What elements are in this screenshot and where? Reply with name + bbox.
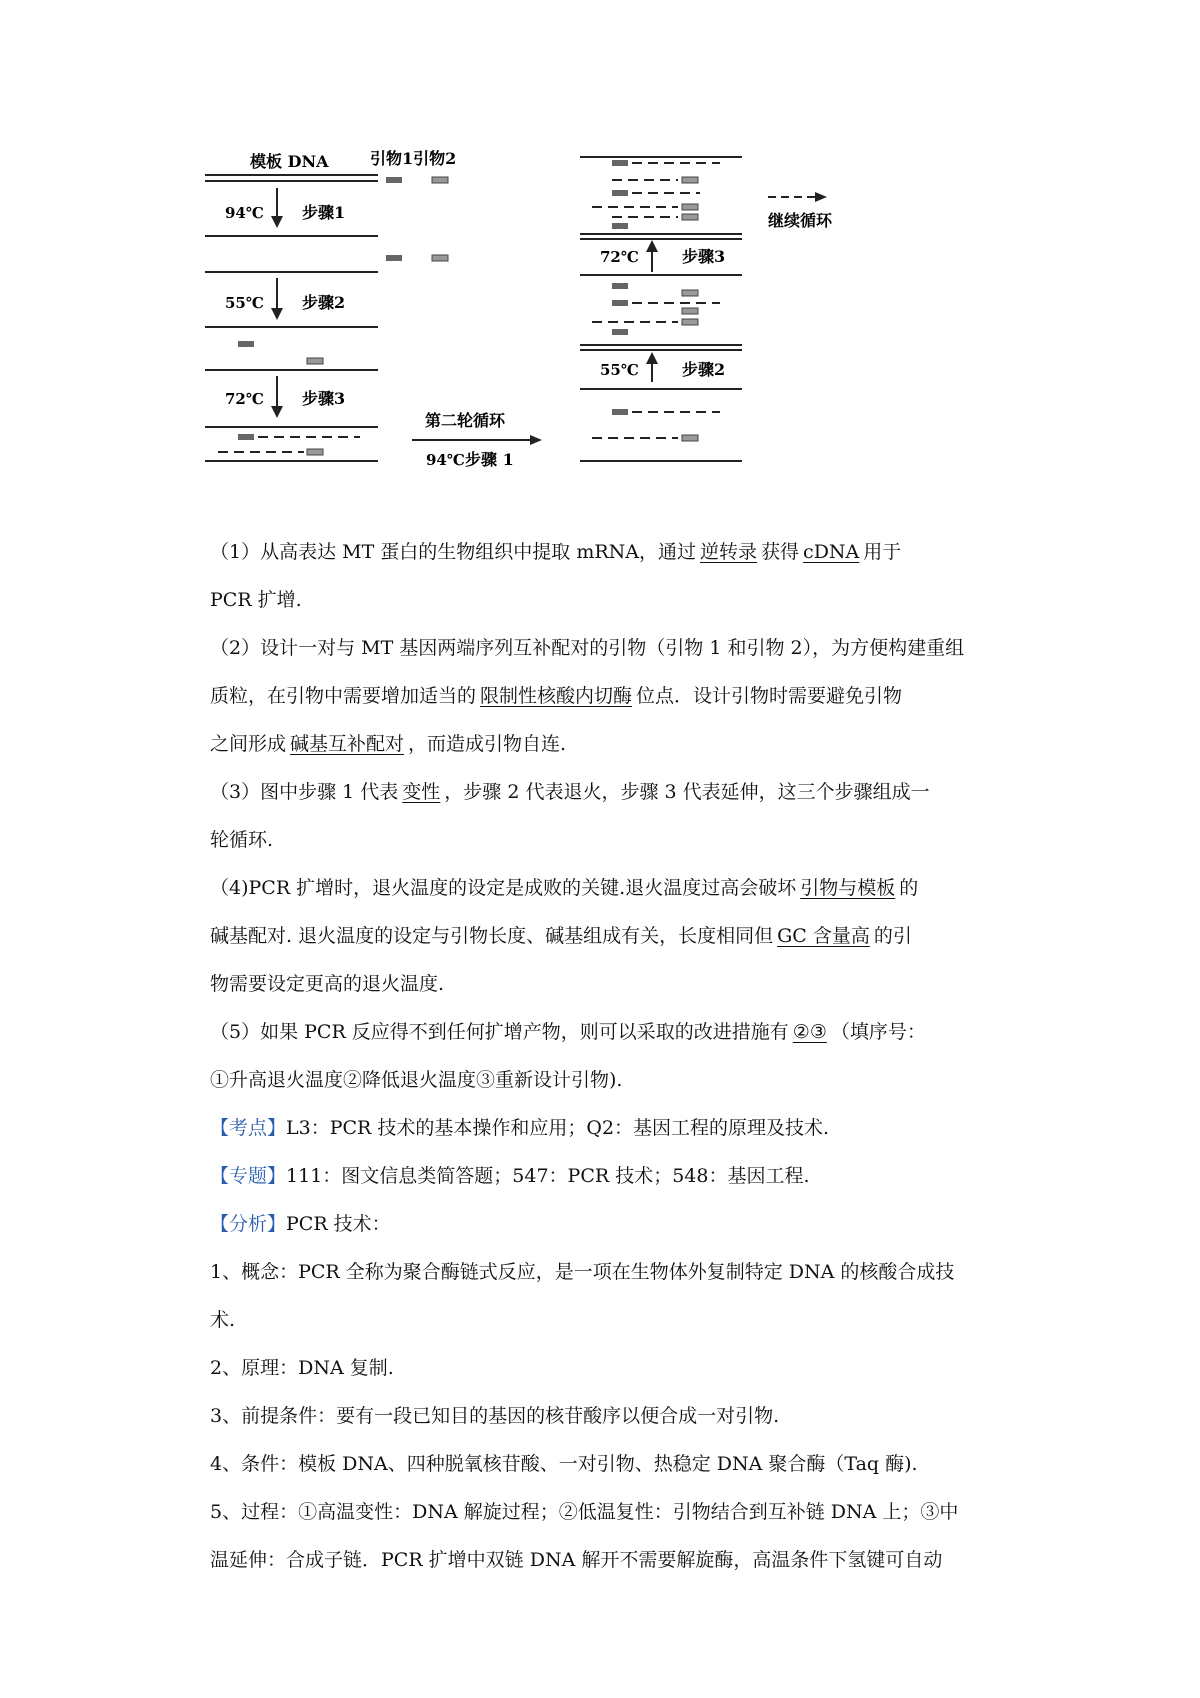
q1-text-2: 获得 <box>761 541 800 563</box>
q5-line1 <box>210 1008 1030 1056</box>
q3-line1 <box>210 768 1030 816</box>
q2-line1 <box>210 624 1030 672</box>
q5-line2 <box>210 1056 1030 1104</box>
q3-line2 <box>210 816 1030 864</box>
analysis-5b-text: 温延伸：合成子链．PCR 扩增中双链 DNA 解开不需要解旋酶，高温条件下氢键可自动 <box>210 1549 943 1571</box>
zhuanti-tag: 【专题】 <box>210 1165 287 1187</box>
answer-cdna: cDNA <box>803 541 860 563</box>
zhuanti-text: 111：图文信息类简答题；547：PCR 技术；548：基因工程. <box>286 1165 810 1187</box>
q2-text: （2）设计一对与 MT 基因两端序列互补配对的引物（引物 1 和引物 2），为方便构建重组 <box>210 637 965 659</box>
fenxi-text: PCR 技术： <box>286 1213 391 1235</box>
analysis-1a-text: 1、概念：PCR 全称为聚合酶链式反应，是一项在生物体外复制特定 DNA 的核酸合成技 <box>210 1261 955 1283</box>
fenxi-line <box>210 1200 1030 1248</box>
q4-text-3: 碱基配对. 退火温度的设定与引物长度、碱基组成有关，长度相同但 <box>210 925 774 947</box>
step2-temp: 55℃ <box>225 294 264 312</box>
q1-line1 <box>210 528 1030 576</box>
analysis-3 <box>210 1392 1030 1440</box>
analysis-4 <box>210 1440 1030 1488</box>
right-step2-temp: 55℃ <box>600 361 639 379</box>
q4-text-5: 物需要设定更高的退火温度. <box>210 973 445 995</box>
kaodian-tag: 【考点】 <box>210 1117 287 1139</box>
analysis-1a <box>210 1248 1030 1296</box>
q3-text-2: ，步骤 2 代表退火，步骤 3 代表延伸，这三个步骤组成一 <box>444 781 930 803</box>
step3-temp: 72℃ <box>225 390 264 408</box>
zhuanti-line <box>210 1152 1030 1200</box>
right-step2-label: 步骤2 <box>682 360 726 379</box>
step1-temp: 94℃ <box>225 204 264 222</box>
analysis-3-text: 3、前提条件：要有一段已知目的基因的核苷酸序以便合成一对引物. <box>210 1405 780 1427</box>
second-cycle-step: 步骤 1 <box>465 450 514 469</box>
q4-text: （4)PCR 扩增时，退火温度的设定是成败的关键.退火温度过高会破坏 <box>210 877 797 899</box>
analysis-5a-text: 5、过程：①高温变性：DNA 解旋过程；②低温复性：引物结合到互补链 DNA 上；③中 <box>210 1501 959 1523</box>
q3-text-3: 轮循环. <box>210 829 274 851</box>
q4-text-4: 的引 <box>873 925 912 947</box>
step3-label: 步骤3 <box>302 389 346 408</box>
primer-labels: 引物1引物2 <box>370 150 457 168</box>
q5-text: （5）如果 PCR 反应得不到任何扩增产物，则可以采取的改进措施有 <box>210 1021 789 1043</box>
analysis-2-text: 2、原理：DNA 复制. <box>210 1357 394 1379</box>
right-step3-label: 步骤3 <box>682 247 726 266</box>
analysis-5a <box>210 1488 1030 1536</box>
answer-restriction-enzyme: 限制性核酸内切酶 <box>480 685 633 707</box>
q5-text-3: ①升高退火温度②降低退火温度③重新设计引物). <box>210 1069 623 1091</box>
template-dna-label: 模板 DNA <box>250 152 329 171</box>
answer-gc-content: GC 含量高 <box>777 925 870 947</box>
second-cycle-temp: 94℃ <box>426 451 465 469</box>
q5-text-2: （填序号： <box>830 1021 926 1043</box>
document-body <box>210 528 1030 1584</box>
step2-label: 步骤2 <box>302 293 346 312</box>
q4-line2 <box>210 912 1030 960</box>
continue-cycle-label: 继续循环 <box>768 211 833 230</box>
answer-primer-template: 引物与模板 <box>800 877 896 899</box>
answer-base-pairing: 碱基互补配对 <box>290 733 405 755</box>
kaodian-line <box>210 1104 1030 1152</box>
q4-line1 <box>210 864 1030 912</box>
fenxi-tag: 【分析】 <box>210 1213 287 1235</box>
q2-text-3: 位点．设计引物时需要避免引物 <box>636 685 903 707</box>
q2-line3 <box>210 720 1030 768</box>
q1-text-4: PCR 扩增. <box>210 589 302 611</box>
q1-text: （1）从高表达 MT 蛋白的生物组织中提取 mRNA，通过 <box>210 541 697 563</box>
q4-line3 <box>210 960 1030 1008</box>
q4-text-2: 的 <box>899 877 919 899</box>
q2-line2 <box>210 672 1030 720</box>
q1-text-3: 用于 <box>863 541 902 563</box>
pcr-diagram <box>200 150 860 480</box>
second-cycle-label: 第二轮循环 <box>425 411 506 430</box>
q2-text-2: 质粒，在引物中需要增加适当的 <box>210 685 477 707</box>
right-step3-temp: 72℃ <box>600 248 639 266</box>
q2-text-4: 之间形成 <box>210 733 287 755</box>
analysis-2 <box>210 1344 1030 1392</box>
answer-reverse-transcription: 逆转录 <box>700 541 758 563</box>
q1-line2 <box>210 576 1030 624</box>
answer-denaturation: 变性 <box>402 781 441 803</box>
analysis-1b-text: 术. <box>210 1309 236 1331</box>
kaodian-text: L3：PCR 技术的基本操作和应用；Q2：基因工程的原理及技术. <box>286 1117 830 1139</box>
q3-text: （3）图中步骤 1 代表 <box>210 781 399 803</box>
analysis-4-text: 4、条件：模板 DNA、四种脱氧核苷酸、一对引物、热稳定 DNA 聚合酶（Taq 酶). <box>210 1453 918 1475</box>
q2-text-5: ，而造成引物自连. <box>408 733 567 755</box>
step1-label: 步骤1 <box>302 203 346 222</box>
analysis-5b <box>210 1536 1030 1584</box>
answer-measures: ②③ <box>792 1021 827 1043</box>
analysis-1b <box>210 1296 1030 1344</box>
